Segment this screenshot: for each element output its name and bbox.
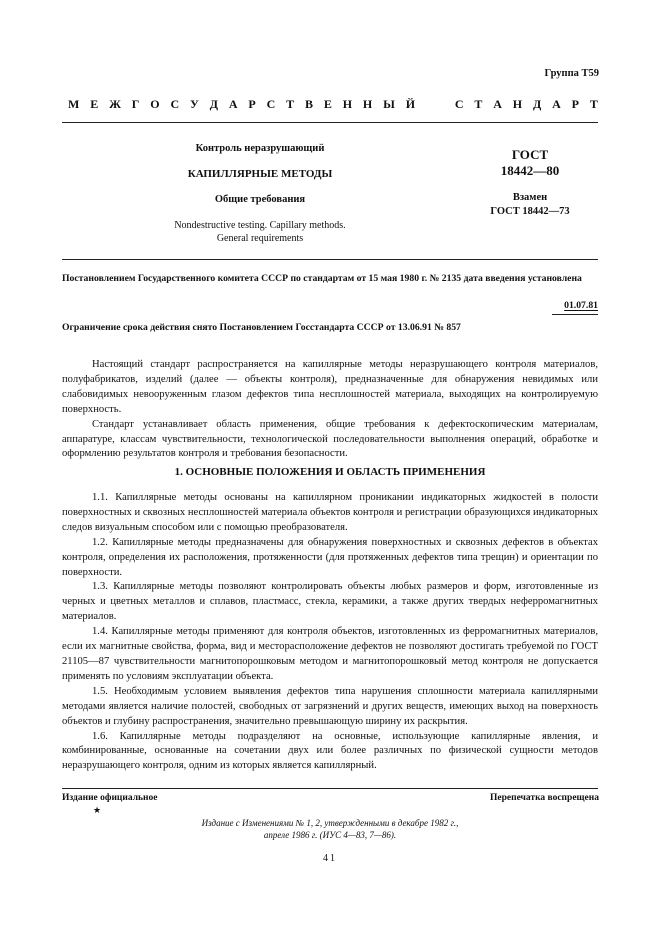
title-sub: Общие требования (214, 194, 306, 205)
decree-text: Постановлением Государственного комитета СССР по стандартам от 15 мая 1980 г. № 2135 дата введения установлена (62, 273, 582, 284)
header-divider (62, 122, 598, 123)
standard-banner (68, 97, 598, 112)
banner-letter: Е (323, 97, 332, 111)
date-rule (552, 314, 598, 315)
banner-letter: Н (342, 97, 353, 111)
banner-letter: Т (286, 97, 295, 111)
title-english-2: General requirements (216, 233, 304, 244)
gost-label: ГОСТ (511, 147, 549, 162)
section-body (62, 491, 598, 774)
limitation-text: Ограничение срока действия снято Постановлением Госстандарта СССР от 13.06.91 № 857 (62, 322, 461, 333)
clause-paragraph: 1.1. Капиллярные методы основаны на капиллярном проникании индикаторных жидкостей в полости поверхностных и сквозных несплошностей материала объектов контроля и регистрации образующихся индикаторных следов визуальным способом или с помощью преобразователя. (62, 492, 598, 533)
banner-letter: Г (131, 97, 140, 111)
banner-letter: С (454, 97, 464, 111)
banner-letter: О (150, 97, 160, 111)
title-divider (62, 259, 598, 260)
clause-paragraph: 1.5. Необходимым условием выявления дефектов типа нарушения сплошности материала капиллярными методами является наличие полостей, свободных от загрязнений и других веществ, имеющих выход на поверхность объектов и глубину распространения, значительно превышающую ширину их раскрытия. (62, 685, 598, 727)
banner-letter: С (170, 97, 180, 111)
star-icon: ★ (93, 805, 102, 815)
banner-letter: Ы (383, 97, 395, 111)
banner-letter: В (304, 97, 313, 111)
clause-paragraph: 1.2. Капиллярные методы предназначены для обнаружения поверхностных и сквозных дефектов в объектах контроля, определения их расположения, протяженности (для протяженных дефектов типа трещин) и ориентации по поверхности. (62, 536, 598, 578)
group-code: Группа Т59 (544, 68, 599, 79)
official-edition-label: Издание официальное (62, 793, 158, 803)
intro-paragraph: Настоящий стандарт распространяется на капиллярные методы неразрушающего контроля материалов, полуфабрикатов, изделий (далее — объекты контроля), предназначенные для обнаружения невидимых или слабовидимых невооруженным глазом дефектов типа несплошностей материала, выходящих на контролируемую поверхность. (62, 359, 598, 415)
page-number: 41 (323, 853, 337, 864)
banner-letter: Н (512, 97, 523, 111)
footer-divider (62, 788, 598, 789)
gost-number: 18442—80 (500, 163, 560, 178)
title-english-1: Nondestructive testing. Capillary methods. (174, 220, 346, 231)
banner-letter: У (190, 97, 199, 111)
decree-date: 01.07.81 (564, 300, 598, 311)
intro-text (62, 358, 598, 462)
intro-paragraph: Стандарт устанавливает область применения, общие требования к дефектоскопическим материалам, аппаратуре, классам чувствительности, технологической последовательности выполнения операций, обработке и оформлению результатов контроля и требования безопасности. (62, 418, 598, 460)
reprint-notice: Перепечатка воспрещена (489, 793, 599, 803)
banner-letter: А (493, 97, 502, 111)
banner-letter: Д (532, 97, 542, 111)
edition-note (62, 817, 598, 841)
banner-letter: Р (571, 97, 579, 111)
banner-letter: Е (90, 97, 99, 111)
banner-letter: Д (209, 97, 218, 111)
clause-paragraph: 1.3. Капиллярные методы позволяют контролировать объекты любых размеров и форм, изготовленные из черных и цветных металлов и сплавов, пластмасс, стекла, керамики, а также других твердых неферромагнитных материалов. (62, 581, 598, 623)
banner-letter: С (266, 97, 276, 111)
banner-letter: А (228, 97, 238, 111)
banner-letter: А (552, 97, 561, 111)
banner-letter: Й (405, 97, 416, 111)
title-subject: Контроль неразрушающий (195, 143, 325, 154)
edition-line: апреле 1986 г. (ИУС 4—83, 7—86). (263, 830, 397, 840)
replaces-gost: ГОСТ 18442—73 (490, 206, 570, 217)
clause-paragraph: 1.4. Капиллярные методы применяют для контроля объектов, изготовленных из ферромагнитных материалов, если их магнитные свойства, форма, вид и месторасположение дефектов не позволяют достигать требуемой по ГОСТ 21105—87 чувствительности магнитопорошковым методом и магнитопорошковый метод контроля не допускается применять по условиям эксплуатации объекта. (62, 626, 598, 682)
replaces-label: Взамен (512, 192, 548, 203)
banner-letter: М (68, 97, 80, 111)
banner-letter: Р (248, 97, 256, 111)
edition-line: Издание с Изменениями № 1, 2, утвержденными в декабре 1982 г., (201, 818, 459, 828)
clause-paragraph: 1.6. Капиллярные методы подразделяют на основные, использующие капиллярные явления, и комбинированные, основанные на сочетании двух или более различных по физической сущности методов неразрушающего контроля, одним из которых является капиллярный. (62, 730, 598, 772)
banner-letter: Ж (109, 97, 121, 111)
banner-letter: Т (474, 97, 483, 111)
banner-letter: Т (589, 97, 598, 111)
title-main: КАПИЛЛЯРНЫЕ МЕТОДЫ (187, 168, 333, 180)
section-title: 1. ОСНОВНЫЕ ПОЛОЖЕНИЯ И ОБЛАСТЬ ПРИМЕНЕНИЯ (174, 466, 486, 478)
banner-letter: Н (362, 97, 373, 111)
